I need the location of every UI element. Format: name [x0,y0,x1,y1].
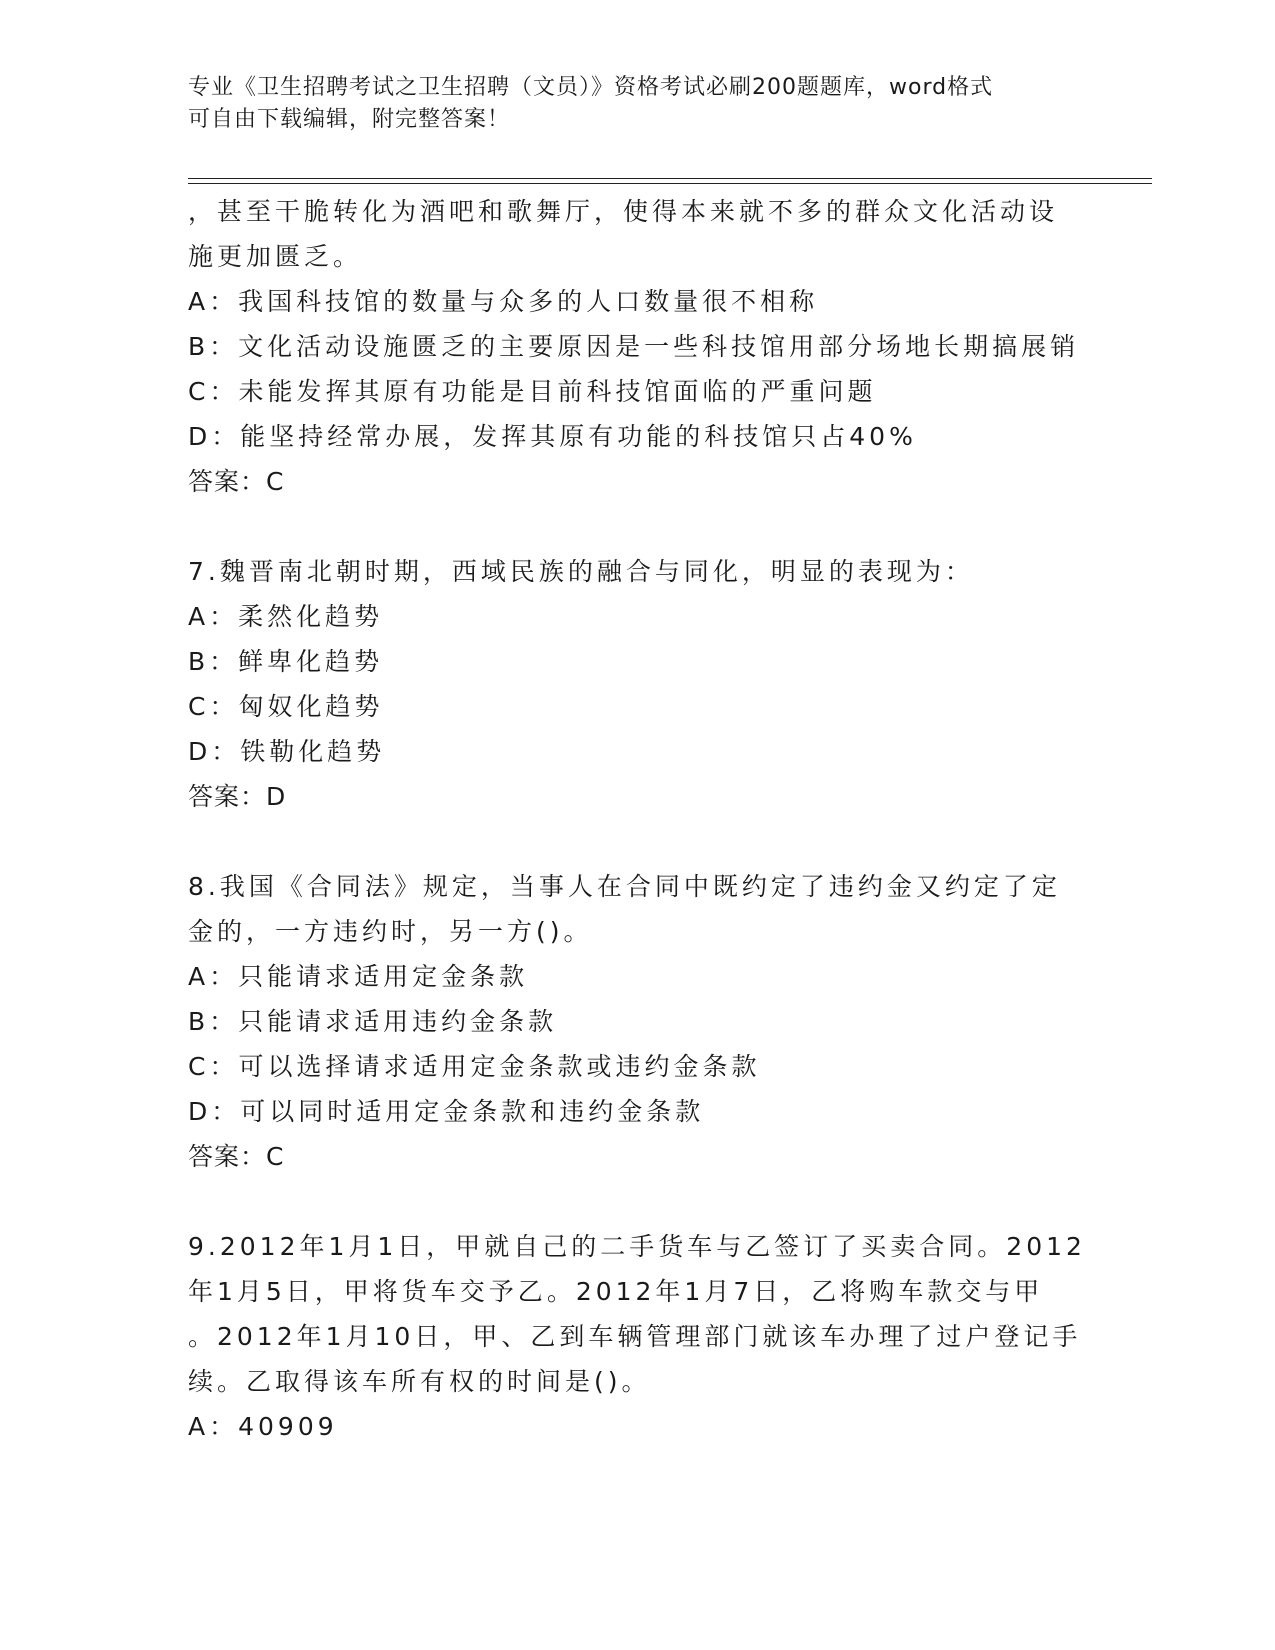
question-9-stem-line-3: 。2012年1月10日，甲、乙到车辆管理部门就该车办理了过户登记手 [188,1322,1082,1351]
question-6-answer: 答案：C [188,467,285,496]
question-7-option-c: C：匈奴化趋势 [188,692,384,721]
header-divider-top [188,178,1152,179]
question-6-block [188,189,1088,504]
question-6-stem-line-1: ，甚至干脆转化为酒吧和歌舞厅，使得本来就不多的群众文化活动设 [188,197,1059,226]
question-8-option-b: B：只能请求适用违约金条款 [188,1007,558,1036]
question-8-option-c: C：可以选择请求适用定金条款或违约金条款 [188,1052,761,1081]
question-6-option-c: C：未能发挥其原有功能是目前科技馆面临的严重问题 [188,377,877,406]
header-title-line-2: 可自由下载编辑，附完整答案！ [188,107,511,132]
question-6-stem-line-2: 施更加匮乏。 [188,242,363,271]
question-9-stem-line-1: 9.2012年1月1日，甲就自己的二手货车与乙签订了买卖合同。2012 [188,1232,1086,1261]
question-8-option-d: D：可以同时适用定金条款和违约金条款 [188,1097,705,1126]
spacer [188,504,1088,549]
question-6-option-a: A：我国科技馆的数量与众多的人口数量很不相称 [188,287,819,316]
question-7-option-a: A：柔然化趋势 [188,602,384,631]
question-8-answer: 答案：C [188,1142,285,1171]
spacer [188,1179,1088,1224]
spacer [188,819,1088,864]
question-8-option-a: A：只能请求适用定金条款 [188,962,529,991]
question-7-answer: 答案：D [188,782,287,811]
question-9-option-a: A：40909 [188,1412,338,1441]
question-8-stem-line-2: 金的，一方违约时，另一方()。 [188,917,593,946]
document-body [188,189,1088,1449]
question-7-block [188,549,1088,819]
question-7-option-d: D：铁勒化趋势 [188,737,386,766]
question-6-option-d: D：能坚持经常办展，发挥其原有功能的科技馆只占40% [188,422,917,451]
question-7-stem-line-1: 7.魏晋南北朝时期，西域民族的融合与同化，明显的表现为： [188,557,974,586]
question-6-option-b: B：文化活动设施匮乏的主要原因是一些科技馆用部分场地长期搞展销 [188,332,1080,361]
header-title-line-1: 专业《卫生招聘考试之卫生招聘（文员）》资格考试必刷200题题库，word格式 [188,75,994,100]
header-divider-bottom [188,183,1152,184]
page-header [188,72,1088,136]
question-8-block [188,864,1088,1179]
question-8-stem-line-1: 8.我国《合同法》规定，当事人在合同中既约定了违约金又约定了定 [188,872,1061,901]
question-7-option-b: B：鲜卑化趋势 [188,647,384,676]
question-9-block [188,1224,1088,1449]
question-9-stem-line-4: 续。乙取得该车所有权的时间是()。 [188,1367,651,1396]
question-9-stem-line-2: 年1月5日，甲将货车交予乙。2012年1月7日，乙将购车款交与甲 [188,1277,1044,1306]
